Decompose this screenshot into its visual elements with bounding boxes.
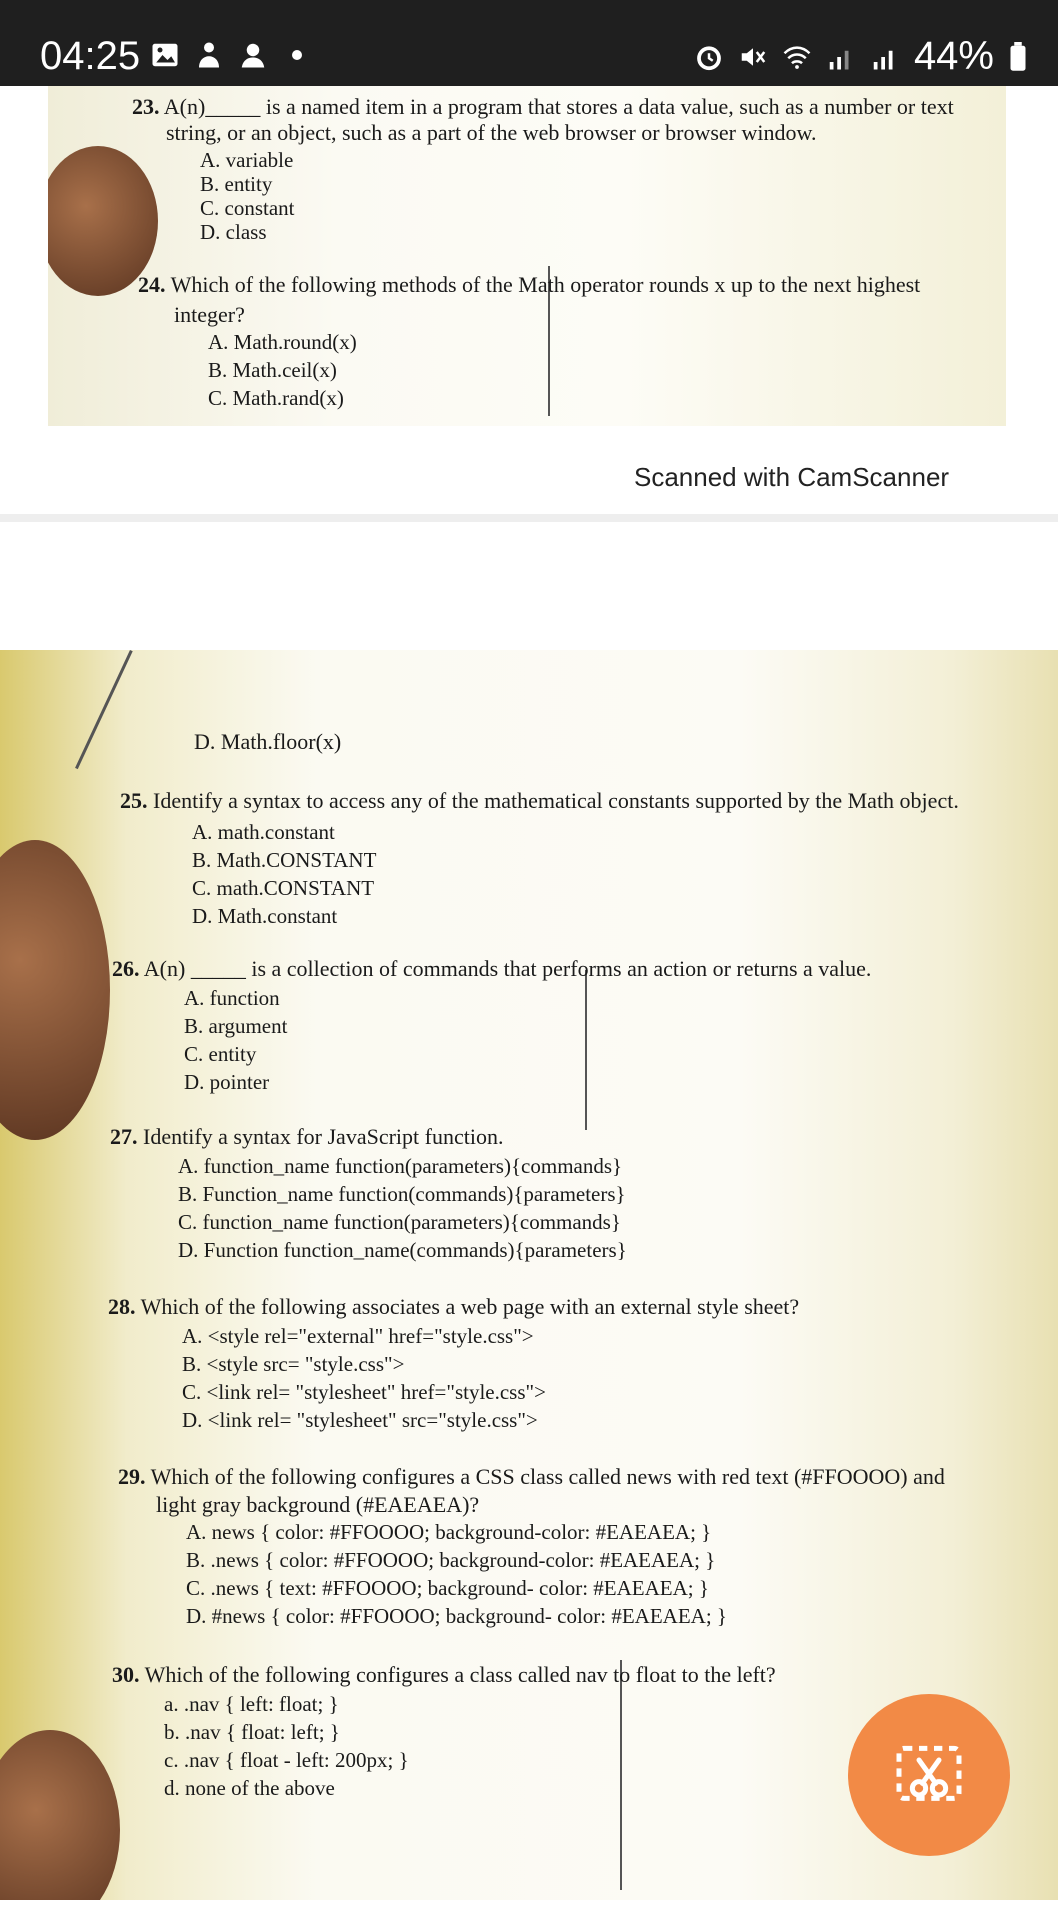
q28-option-c: C. <link rel= "stylesheet" href="style.css">: [182, 1380, 546, 1404]
q26-option-b: B. argument: [184, 1014, 288, 1038]
question-30: 30. Which of the following configures a class called nav to float to the left?: [112, 1662, 776, 1687]
finger-image: [0, 840, 110, 1140]
q30-option-a: a. .nav { left: float; }: [164, 1692, 339, 1716]
q23-option-d: D. class: [200, 220, 267, 244]
q25-option-c: C. math.CONSTANT: [192, 876, 375, 900]
status-left-icons: [150, 40, 302, 70]
q27-option-d: D. Function function_name(commands){parameters}: [178, 1238, 627, 1262]
question-29-line2: light gray background (#EAEAEA)?: [156, 1492, 480, 1517]
q23-option-c: C. constant: [200, 196, 295, 220]
q30-option-c: c. .nav { float - left: 200px; }: [164, 1748, 409, 1772]
status-time: 04:25: [40, 34, 141, 78]
wifi-icon: [782, 42, 812, 72]
q23-option-a: A. variable: [200, 148, 294, 172]
question-23-line2: string, or an object, such as a part of the web browser or browser window.: [166, 120, 817, 145]
q24-option-b: B. Math.ceil(x): [208, 358, 337, 382]
q30-option-b: b. .nav { float: left; }: [164, 1720, 340, 1744]
q29-option-a: A. news { color: #FFOOOO; background-color: #EAEAEA; }: [186, 1520, 712, 1544]
q27-option-a: A. function_name function(parameters){commands}: [178, 1154, 623, 1178]
q25-option-a: A. math.constant: [192, 820, 335, 844]
q26-option-d: D. pointer: [184, 1070, 270, 1094]
camscanner-watermark: Scanned with CamScanner: [634, 462, 950, 492]
gallery-icon: [150, 40, 180, 70]
question-27: 27. Identify a syntax for JavaScript function.: [110, 1124, 504, 1149]
signal-icon: [870, 42, 900, 72]
notification-dot-icon: [292, 50, 302, 60]
q29-option-b: B. .news { color: #FFOOOO; background-color: #EAEAEA; }: [186, 1548, 716, 1572]
question-29: 29. Which of the following configures a CSS class called news with red text (#FFOOOO) and: [118, 1464, 945, 1489]
q25-option-d: D. Math.constant: [192, 904, 338, 928]
question-26: 26. A(n) _____ is a collection of commands that performs an action or returns a value.: [112, 956, 872, 981]
page-crease: [585, 970, 587, 1130]
scissors-capture-icon: [889, 1735, 969, 1815]
battery-icon: [1008, 42, 1028, 72]
q24-option-a: A. Math.round(x): [208, 330, 357, 354]
capture-fab-button[interactable]: [848, 1694, 1010, 1856]
q30-option-d: d. none of the above: [164, 1776, 335, 1800]
battery-percent: 44%: [913, 34, 994, 78]
q28-option-b: B. <style src= "style.css">: [182, 1352, 405, 1376]
alarm-icon: [694, 42, 724, 72]
q29-option-c: C. .news { text: #FFOOOO; background- color: #EAEAEA; }: [186, 1576, 709, 1600]
question-23: 23. A(n)_____ is a named item in a program that stores a data value, such as a number or text: [132, 94, 954, 119]
finger-image: [0, 1730, 120, 1900]
person-icon: [194, 40, 224, 70]
q25-option-b: B. Math.CONSTANT: [192, 848, 377, 872]
page-crease: [620, 1660, 622, 1890]
page-crease: [75, 650, 133, 769]
user-icon: [238, 40, 268, 70]
question-28: 28. Which of the following associates a web page with an external style sheet?: [108, 1294, 800, 1319]
question-25: 25. Identify a syntax to access any of the mathematical constants supported by the Math object.: [120, 788, 959, 813]
q23-option-b: B. entity: [200, 172, 273, 196]
page-divider: [0, 514, 1058, 522]
q29-option-d: D. #news { color: #FFOOOO; background- color: #EAEAEA; }: [186, 1604, 727, 1628]
question-24: 24. Which of the following methods of the Math operator rounds x up to the next highest: [138, 272, 921, 297]
q24-option-c: C. Math.rand(x): [208, 386, 344, 410]
status-bar: [0, 0, 1058, 86]
q26-option-a: A. function: [184, 986, 280, 1010]
signal-icon: [826, 42, 856, 72]
q26-option-c: C. entity: [184, 1042, 257, 1066]
status-right-icons: [694, 34, 1028, 79]
scanned-page-top: [48, 86, 1006, 426]
q28-option-d: D. <link rel= "stylesheet" src="style.css">: [182, 1408, 538, 1432]
q27-option-c: C. function_name function(parameters){commands}: [178, 1210, 621, 1234]
q27-option-b: B. Function_name function(commands){parameters}: [178, 1182, 626, 1206]
question-24-line2: integer?: [174, 302, 245, 327]
q24-option-d: D. Math.floor(x): [194, 729, 342, 754]
mute-icon: [738, 42, 768, 72]
q28-option-a: A. <style rel="external" href="style.css">: [182, 1324, 534, 1348]
